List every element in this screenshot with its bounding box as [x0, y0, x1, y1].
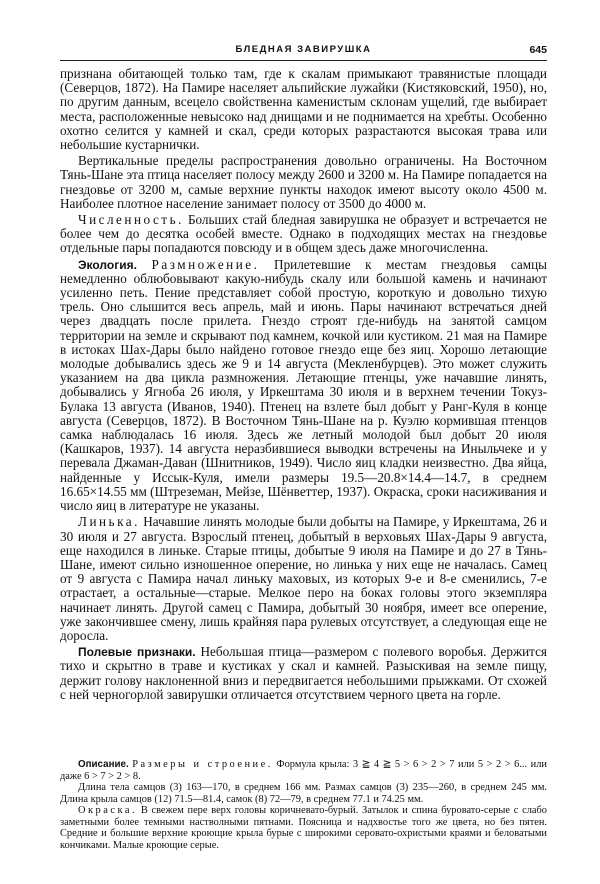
molt-text: Начавшие линять молодые были добыты на Памире, у Иркештама, 26 и 30 июля и 27 августа. Взрослый птенец, добытый в верховьях Шах-Дары 9 августа, еще находился в линьке. Старые птицы, добытые 9 июля на Памире и до 27 в Тянь-Шане, имеют сильно изношенное оперение, но линька у них еще не началась. Самец от 9 августа с Памира начал линьку маховых, из которых 9-е и 8-е сменились, 7-е отрастает, а остальные—старые. Мелкое перо на боках головы этого экземпляра начинает линять. Другой самец с Памира, добытый 30 ноября, имеет все оперение, уже закончившее смену, лишь крайняя пара рулевых отсутствует, а следующая еще не доросла.: [60, 514, 548, 643]
altitude-paragraph: Вертикальные пределы распространения довольно ограничены. На Восточном Тянь-Шане эта птица населяет полосу между 2600 и 3200 м. На Памире попадается на гнездовье от 3200 м, самые верхние пункты находок имеют высоту около 4500 м. Наиболее плотное население занимает полосу от 3500 до 4000 м.: [60, 153, 547, 211]
ecology-heading: Экология.: [78, 257, 137, 272]
description-heading: Описание.: [78, 759, 129, 770]
field-marks-text: Небольшая птица—размером с полевого воробья. Держится тихо и скрытно в траве и кустиках у скал и камней. Разыскивая на земле пищу, держит голову наклоненной вниз и передвигается небольшими прыжками. От схожей с ней черногорлой завирушки отличается отсутствием черного цвета на горле.: [60, 644, 547, 702]
page-number: 645: [529, 44, 547, 56]
coloration-heading: Окраска.: [78, 805, 138, 816]
running-title: БЛЕДНАЯ ЗАВИРУШКА: [235, 44, 372, 55]
habitat-paragraph: признана обитающей только там, где к скалам примыкают травянистые площади (Северцов, 1872). На Памире населяет альпийские лужайки (Кистяковский, 1950), но, по другим данным, всецело свойственна каменистым склонам ущелий, где выбирает места, расположенные невысоко над днищами и не поднимается на хребты. Особенно охотно селится у камней и скал, среди которых разрастаются высокая трава или небольшие кустарнички.: [60, 66, 547, 153]
wing-formula: Формула крыла: 3 ≧ 4 ≧ 5 > 6 > 2 > 7 или 5 > 2 > 6... или даже 6 > 7 > 2 > 8.: [60, 759, 547, 782]
description-paragraph: [60, 759, 547, 782]
numbers-heading: Численность.: [78, 212, 184, 228]
molt-paragraph: [60, 515, 547, 643]
ecology-text: Прилетевшие к местам гнездовья самцы немедленно облюбовывают какую-нибудь скалу или большой камень и начинают усиленно петь. Пение представляет собой простую, короткую и довольно тихую трель. Оно слышится весь апрель, май и июнь. Пары начинают встречаться дней через двадцать после прилета. Гнездо строят где-нибудь на занятой самцом территории на земле и скрывают под камнем, кочкой или кустиком. 21 мая на Памире в истоках Шах-Дары было найдено готовое гнездо еще без яиц. Хорошо летающие молодые добывались здесь же 9 и 14 августа (Мекленбурцев). Это может служить указанием на два цикла размножения. Летающие птенцы, уже начавшие линять, добывались у Ягноба 26 июля, у Иркештама 30 июля и в верхнем течении Токуз-Булака 13 августа (Иванов, 1940). Птенец на взлете был добыт у Ранг-Куля в конце августа (Северцов, 1872). В Восточном Тянь-Шане на р. Куэлю кормившая птенцов самка наблюдалась 16 июля. Здесь же летный молодой был добыт 20 июля (Кашкаров, 1937). 14 августа неразбившиеся выводки встречены на Иныльчеке и у перевала Джаман-Даван (Шнитников, 1949). Число яиц кладки неизвестно. Два яйца, найденные у Иссык-Куля, имели размеры 19.5—20.8×14.4—14.7, в среднем 16.65×14.55 мм (Штреземан, Мейзе, Шёнветтер, 1937). Окраска, сроки насиживания и число яиц в литературе не указаны.: [60, 256, 548, 514]
description-section: [60, 759, 547, 851]
size-heading: Размеры и строение.: [132, 759, 273, 770]
coloration-paragraph: [60, 805, 547, 851]
numbers-text: Больших стай бледная завирушка не образует и встречается не более чем до десятка особей вместе. Однако в подходящих местах на гнездовье отдельные пары попадаются повсюду и в общем здесь даже многочисленна.: [60, 212, 548, 256]
measurements-paragraph: Длина тела самцов (3) 163—170, в среднем 166 мм. Размах самцов (3) 235—260, в среднем 245 мм. Длина крыла самцов (12) 71.5—81.4, самок (8) 72—79, в среднем 77.1 и 74.25 мм.: [60, 782, 547, 805]
numbers-paragraph: [60, 213, 547, 256]
ecology-paragraph: [60, 258, 547, 514]
reproduction-heading: Размножение.: [151, 256, 260, 272]
field-marks-paragraph: [60, 645, 547, 702]
running-header: [60, 44, 547, 61]
coloration-text: В свежем пере верх головы коричневато-бурый. Затылок и спина буровато-серые с слабо заметными более темными настволными пятнами. Поясница и надхвостье того же цвета, но без пятен. Средние и большие верхние кроющие крыла бурые с широкими серовато-охристыми краями и беловатыми кончиками. Малые кроющие серые.: [60, 805, 547, 851]
field-marks-heading: Полевые признаки.: [78, 645, 196, 660]
molt-heading: Линька.: [78, 514, 140, 530]
main-text: [60, 67, 547, 704]
